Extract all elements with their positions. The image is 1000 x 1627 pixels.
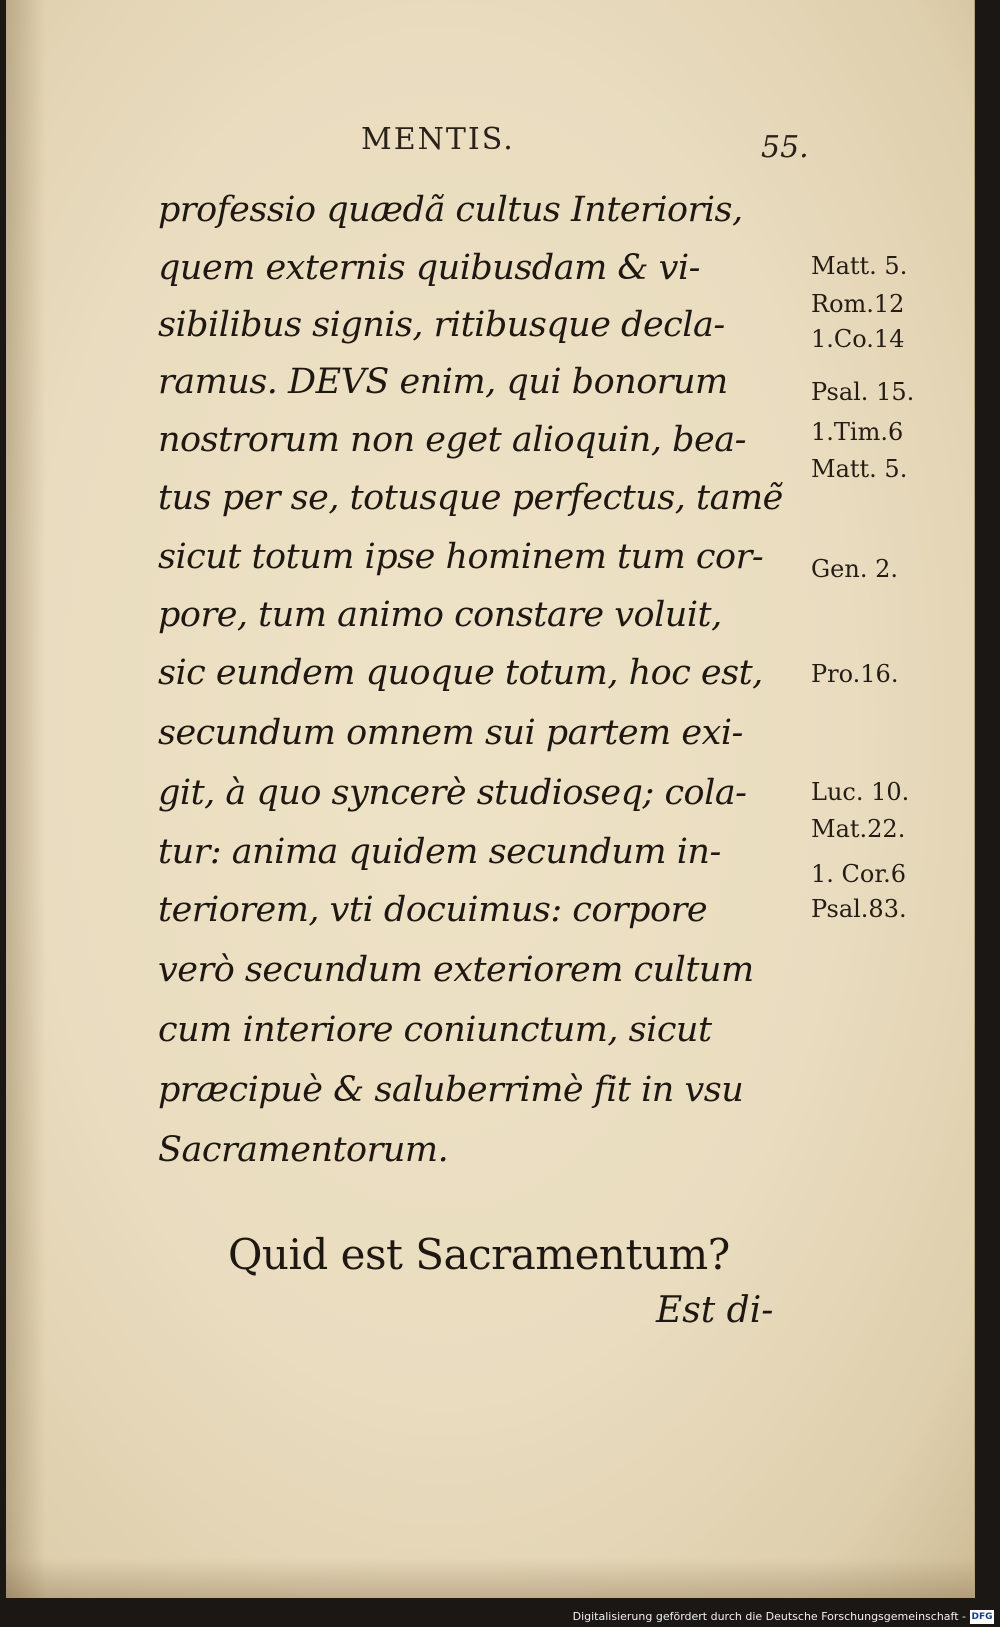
catchword: Est di- [656,1290,774,1331]
body-line: sicut totum ipse hominem tum cor- [158,537,764,577]
body-line: pore, tum animo constare voluit, [158,595,722,635]
body-line: tur: anima quidem secundum in- [158,832,721,872]
body-line: cum interiore coniunctum, sicut [158,1010,712,1050]
margin-note: 1. Cor.6 [811,860,907,888]
body-line: sic eundem quoque totum, hoc est, [158,653,763,693]
margin-note: Rom.12 [811,290,905,318]
section-question: Quid est Sacramentum? [228,1230,730,1279]
body-line: nostrorum non eget alioquin, bea- [158,420,746,460]
body-line: tus per se, totusque perfectus, tamẽ [158,478,783,518]
body-line: præcipuè & saluberrimè fit in vsu [158,1070,744,1110]
margin-note: Matt. 5. [811,455,908,483]
margin-note: Luc. 10. [811,778,910,806]
body-line: verò secundum exteriorem cultum [158,950,754,990]
body-line: git, à quo syncerè studioseq; cola- [158,773,747,813]
margin-note: 1.Tim.6 [811,418,904,446]
book-page [6,0,975,1598]
margin-note: Matt. 5. [811,252,908,280]
digitization-credit: Digitalisierung gefördert durch die Deutsche Forschungsgemeinschaft - [572,1610,966,1623]
body-line: teriorem, vti docuimus: corpore [158,890,708,930]
body-line: Sacramentorum. [158,1130,449,1170]
margin-note: Psal. 15. [811,378,915,406]
running-head: MENTIS. [361,122,515,157]
margin-note: Mat.22. [811,815,906,843]
page-number: 55. [761,130,809,165]
body-line: quem externis quibusdam & vi- [158,248,700,288]
dfg-logo: DFG [971,1612,993,1622]
margin-note: Pro.16. [811,660,899,688]
margin-note: 1.Co.14 [811,325,905,353]
body-line: secundum omnem sui partem exi- [158,713,743,753]
margin-note: Gen. 2. [811,555,898,583]
body-line: ramus. DEVS enim, qui bonorum [158,362,728,402]
body-line: sibilibus signis, ritibusque decla- [158,305,725,345]
body-line: professio quædã cultus Interioris, [158,190,743,230]
margin-note: Psal.83. [811,895,907,923]
